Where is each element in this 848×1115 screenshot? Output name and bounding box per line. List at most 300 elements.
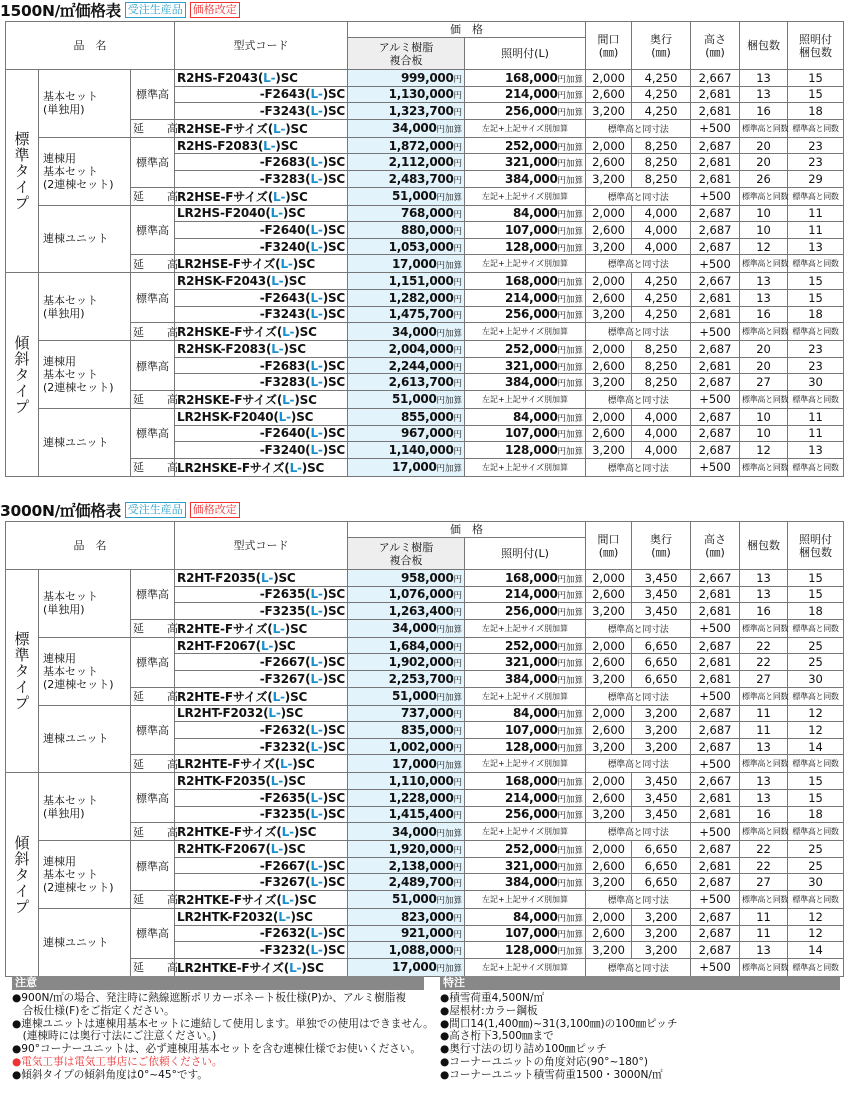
header-height: 高さ (㎜) — [691, 522, 740, 570]
light-price-value: 84,000 — [513, 409, 558, 424]
price-value: 1,920,000 — [388, 841, 454, 856]
type-label: 傾斜タイプ — [6, 773, 39, 976]
model-code: LR2HT-F2032(L-)SC — [175, 705, 348, 722]
extension-same-dims: 標準高と同寸法 — [586, 458, 691, 476]
cell-lp: 12 — [788, 925, 844, 942]
light-price-cell — [465, 705, 586, 722]
type-label: 標準タイプ — [6, 70, 39, 273]
light-price-cell — [465, 925, 586, 942]
header-width: 間口 (㎜) — [586, 22, 632, 70]
light-price-unit: 円加算 — [557, 294, 584, 305]
cell-p: 16 — [740, 603, 788, 620]
extension-height-add: +500 — [691, 390, 740, 408]
cell-p: 13 — [740, 738, 788, 755]
price-cell — [348, 942, 465, 959]
light-price-unit: 円加算 — [557, 413, 584, 424]
special-order-item: ●奥行寸法の切り詰め100㎜ピッチ — [440, 1043, 607, 1056]
cell-lp: 25 — [788, 637, 844, 654]
model-code: -F2643(L-)SC — [175, 86, 348, 103]
extension-label: 延 高 — [131, 823, 175, 841]
model-code: R2HTK-F2035(L-)SC — [175, 773, 348, 790]
light-price-cell — [465, 806, 586, 823]
cell-d: 4,000 — [632, 425, 691, 442]
price-unit: 円 — [453, 278, 463, 289]
table-row — [6, 408, 844, 425]
extension-same-count: 標準高と同数 — [740, 619, 788, 637]
model-code: -F2640(L-)SC — [175, 222, 348, 239]
price-cell — [348, 70, 465, 87]
table-row — [6, 637, 844, 654]
price-value: 1,684,000 — [388, 638, 454, 653]
extension-same-count: 標準高と同数 — [740, 755, 788, 773]
extension-model-code: R2HSKE-Fサイズ(L-)SC — [175, 323, 348, 341]
extension-price-unit: 円加算 — [436, 125, 463, 136]
extension-same-dims: 標準高と同寸法 — [586, 255, 691, 273]
cell-lp: 23 — [788, 341, 844, 358]
price-cell — [348, 238, 465, 255]
cell-p: 13 — [740, 586, 788, 603]
light-price-value: 107,000 — [504, 222, 558, 237]
model-code: R2HS-F2043(L-)SC — [175, 70, 348, 87]
light-price-unit: 円加算 — [557, 642, 584, 653]
model-code: -F2632(L-)SC — [175, 722, 348, 739]
cell-d: 3,200 — [632, 925, 691, 942]
height-standard: 標準高 — [131, 205, 175, 255]
price-value: 835,000 — [400, 722, 454, 737]
extension-label: 延 高 — [131, 323, 175, 341]
light-price-value: 128,000 — [504, 739, 558, 754]
light-price-value: 84,000 — [513, 909, 558, 924]
cell-d: 8,250 — [632, 170, 691, 187]
cell-p: 11 — [740, 908, 788, 925]
model-code: -F3240(L-)SC — [175, 442, 348, 459]
light-price-unit: 円加算 — [557, 243, 584, 254]
cell-w: 2,600 — [586, 722, 632, 739]
cell-w: 2,600 — [586, 586, 632, 603]
cell-w: 2,000 — [586, 205, 632, 222]
light-price-cell — [465, 942, 586, 959]
model-code: -F3283(L-)SC — [175, 170, 348, 187]
light-price-cell — [465, 357, 586, 374]
price-value: 2,138,000 — [388, 858, 454, 873]
extension-price — [348, 890, 465, 908]
extension-label: 延 高 — [131, 619, 175, 637]
extension-same-dims: 標準高と同寸法 — [586, 187, 691, 205]
price-cell — [348, 738, 465, 755]
extension-label: 延 高 — [131, 458, 175, 476]
light-price-cell — [465, 374, 586, 391]
price-value: 1,323,700 — [388, 103, 454, 118]
price-table — [5, 21, 844, 477]
special-order-item: ●高さ桁下3,500㎜まで — [440, 1030, 554, 1043]
model-code: -F3267(L-)SC — [175, 874, 348, 891]
extension-same-count-light: 標準高と同数 — [788, 687, 844, 705]
extension-row — [6, 687, 844, 705]
cell-p: 10 — [740, 408, 788, 425]
light-price-unit: 円加算 — [557, 879, 584, 890]
cell-lp: 13 — [788, 238, 844, 255]
cell-p: 13 — [740, 70, 788, 87]
price-value: 2,112,000 — [388, 155, 454, 170]
extension-height-add: +500 — [691, 958, 740, 976]
extension-same-dims: 標準高と同寸法 — [586, 687, 691, 705]
cell-lp: 11 — [788, 425, 844, 442]
light-price-unit: 円加算 — [557, 574, 584, 585]
cell-d: 4,000 — [632, 442, 691, 459]
model-code: -F2640(L-)SC — [175, 425, 348, 442]
cell-p: 10 — [740, 205, 788, 222]
price-unit: 円 — [453, 91, 463, 102]
light-price-cell — [465, 874, 586, 891]
extension-price-unit: 円加算 — [436, 828, 463, 839]
cell-d: 3,200 — [632, 738, 691, 755]
cell-p: 13 — [740, 773, 788, 790]
caution-item: ●900N/㎡の場合、発注時に熱線遮断ポリカーボネート板仕様(P)か、アルミ樹脂複 — [12, 992, 407, 1004]
caution-item: ●電気工事は電気工事店にご依頼ください。 — [12, 1055, 223, 1068]
model-code: R2HT-F2067(L-)SC — [175, 637, 348, 654]
light-price-value: 384,000 — [504, 875, 558, 890]
extension-same-count-light: 標準高と同数 — [788, 890, 844, 908]
price-cell — [348, 442, 465, 459]
table-row — [6, 908, 844, 925]
cell-d: 4,250 — [632, 103, 691, 120]
caution-item: (連棟時には奥行寸法にご注意ください。) — [12, 1030, 217, 1043]
cell-p: 16 — [740, 806, 788, 823]
extension-price-unit: 円加算 — [436, 896, 463, 907]
model-code: -F2643(L-)SC — [175, 289, 348, 306]
extension-row — [6, 958, 844, 976]
extension-price — [348, 755, 465, 773]
caution-item: ●連棟ユニットは連棟用基本セットに連結して使用します。単独での使用はできません。 — [12, 1017, 434, 1030]
price-unit: 円 — [453, 743, 463, 754]
cell-w: 3,200 — [586, 670, 632, 687]
extension-light-note: 左記+上記サイズ別加算 — [465, 458, 586, 476]
cell-p: 20 — [740, 341, 788, 358]
extension-price — [348, 958, 465, 976]
light-price-value: 321,000 — [504, 358, 558, 373]
light-price-value: 252,000 — [504, 138, 558, 153]
price-unit: 円 — [453, 659, 463, 670]
extension-price — [348, 255, 465, 273]
group-label: 連棟ユニット — [39, 705, 131, 773]
cell-ht: 2,687 — [691, 137, 740, 154]
cell-lp: 15 — [788, 86, 844, 103]
price-cell — [348, 154, 465, 171]
model-code: R2HTK-F2067(L-)SC — [175, 841, 348, 858]
light-price-unit: 円加算 — [557, 913, 584, 924]
extension-price — [348, 187, 465, 205]
header-model-code: 型式コード — [175, 22, 348, 70]
price-value: 2,489,700 — [388, 875, 454, 890]
price-cell — [348, 289, 465, 306]
price-cell — [348, 603, 465, 620]
light-price-cell — [465, 86, 586, 103]
extension-same-count: 標準高と同数 — [740, 958, 788, 976]
extension-row — [6, 187, 844, 205]
price-value: 1,130,000 — [388, 87, 454, 102]
light-price-cell — [465, 670, 586, 687]
special-order-item: ●コーナーユニットの角度対応(90°~180°) — [440, 1055, 648, 1068]
light-price-unit: 円加算 — [557, 278, 584, 289]
price-unit: 円 — [453, 879, 463, 890]
header-light: 照明付(L) — [465, 538, 586, 570]
extension-light-note: 左記+上記サイズ別加算 — [465, 958, 586, 976]
group-label: 基本セット (単独用) — [39, 570, 131, 638]
light-price-cell — [465, 738, 586, 755]
cell-p: 27 — [740, 670, 788, 687]
price-unit: 円 — [453, 607, 463, 618]
extension-label: 延 高 — [131, 890, 175, 908]
cell-p: 22 — [740, 654, 788, 671]
light-price-unit: 円加算 — [557, 226, 584, 237]
cell-ht: 2,681 — [691, 289, 740, 306]
model-code: -F3235(L-)SC — [175, 603, 348, 620]
extension-model-code: R2HTE-Fサイズ(L-)SC — [175, 619, 348, 637]
extension-row — [6, 323, 844, 341]
extension-height-add: +500 — [691, 323, 740, 341]
light-price-cell — [465, 857, 586, 874]
cell-d: 4,250 — [632, 273, 691, 290]
extension-same-dims: 標準高と同寸法 — [586, 823, 691, 841]
light-price-cell — [465, 103, 586, 120]
cell-lp: 25 — [788, 857, 844, 874]
group-label: 基本セット (単独用) — [39, 773, 131, 841]
table-row — [6, 137, 844, 154]
cell-p: 16 — [740, 103, 788, 120]
price-cell — [348, 789, 465, 806]
cell-d: 4,000 — [632, 408, 691, 425]
cell-w: 2,000 — [586, 908, 632, 925]
height-standard: 標準高 — [131, 273, 175, 323]
cell-w: 2,600 — [586, 154, 632, 171]
cell-lp: 18 — [788, 603, 844, 620]
group-label: 連棟用 基本セット (2連棟セット) — [39, 137, 131, 205]
price-unit: 円 — [453, 446, 463, 457]
cell-lp: 30 — [788, 374, 844, 391]
cell-p: 22 — [740, 857, 788, 874]
cell-d: 3,450 — [632, 789, 691, 806]
cell-p: 12 — [740, 238, 788, 255]
light-price-value: 214,000 — [504, 87, 558, 102]
price-cell — [348, 374, 465, 391]
price-value: 1,110,000 — [388, 774, 454, 789]
extension-label: 延 高 — [131, 119, 175, 137]
extension-same-count-light: 標準高と同数 — [788, 187, 844, 205]
cell-p: 12 — [740, 442, 788, 459]
cell-d: 4,250 — [632, 306, 691, 323]
cell-ht: 2,687 — [691, 374, 740, 391]
cell-p: 10 — [740, 222, 788, 239]
extension-same-dims: 標準高と同寸法 — [586, 958, 691, 976]
extension-same-count-light: 標準高と同数 — [788, 458, 844, 476]
extension-height-add: +500 — [691, 823, 740, 841]
light-price-unit: 円加算 — [557, 446, 584, 457]
cell-w: 3,200 — [586, 806, 632, 823]
extension-height-add: +500 — [691, 119, 740, 137]
header-depth: 奥行 (㎜) — [632, 22, 691, 70]
cell-ht: 2,687 — [691, 408, 740, 425]
cell-ht: 2,681 — [691, 857, 740, 874]
price-cell — [348, 222, 465, 239]
price-value: 967,000 — [400, 426, 454, 441]
cell-lp: 18 — [788, 306, 844, 323]
price-cell — [348, 170, 465, 187]
light-price-cell — [465, 654, 586, 671]
model-code: LR2HSK-F2040(L-)SC — [175, 408, 348, 425]
light-price-cell — [465, 137, 586, 154]
price-cell — [348, 908, 465, 925]
light-price-unit: 円加算 — [557, 91, 584, 102]
extension-light-note: 左記+上記サイズ別加算 — [465, 323, 586, 341]
extension-model-code: LR2HSE-Fサイズ(L-)SC — [175, 255, 348, 273]
light-price-unit: 円加算 — [557, 710, 584, 721]
price-value: 1,415,400 — [388, 807, 454, 822]
price-value: 2,613,700 — [388, 375, 454, 390]
cell-w: 2,000 — [586, 705, 632, 722]
cell-d: 3,450 — [632, 586, 691, 603]
price-value: 1,263,400 — [388, 603, 454, 618]
light-price-cell — [465, 841, 586, 858]
cell-ht: 2,687 — [691, 908, 740, 925]
extension-price-value: 51,000 — [392, 189, 437, 204]
extension-same-dims: 標準高と同寸法 — [586, 755, 691, 773]
cell-d: 6,650 — [632, 670, 691, 687]
cell-d: 4,250 — [632, 86, 691, 103]
cell-lp: 25 — [788, 654, 844, 671]
light-price-value: 384,000 — [504, 671, 558, 686]
cell-lp: 23 — [788, 137, 844, 154]
cell-w: 3,200 — [586, 306, 632, 323]
cell-w: 2,000 — [586, 637, 632, 654]
price-unit: 円 — [453, 930, 463, 941]
cell-p: 22 — [740, 841, 788, 858]
extension-price-unit: 円加算 — [436, 760, 463, 771]
cell-w: 3,200 — [586, 103, 632, 120]
price-unit: 円 — [453, 243, 463, 254]
light-price-cell — [465, 789, 586, 806]
model-code: -F3240(L-)SC — [175, 238, 348, 255]
price-value: 1,053,000 — [388, 239, 454, 254]
table-row — [6, 773, 844, 790]
group-label: 連棟ユニット — [39, 205, 131, 273]
extension-row — [6, 390, 844, 408]
table-row — [6, 705, 844, 722]
light-price-value: 256,000 — [504, 103, 558, 118]
cell-lp: 11 — [788, 205, 844, 222]
price-cell — [348, 137, 465, 154]
light-price-unit: 円加算 — [557, 159, 584, 170]
cell-lp: 18 — [788, 806, 844, 823]
light-price-value: 107,000 — [504, 926, 558, 941]
extension-same-count-light: 標準高と同数 — [788, 755, 844, 773]
light-price-cell — [465, 341, 586, 358]
cell-ht: 2,681 — [691, 586, 740, 603]
cell-p: 13 — [740, 942, 788, 959]
light-price-unit: 円加算 — [557, 607, 584, 618]
caution-item: ●90°コーナーユニットは、必ず連棟用基本セットを含む連棟仕様でお使いください。 — [12, 1043, 421, 1056]
model-code: -F2635(L-)SC — [175, 789, 348, 806]
light-price-unit: 円加算 — [557, 107, 584, 118]
price-value: 768,000 — [400, 206, 454, 221]
price-unit: 円 — [453, 210, 463, 221]
tag-price-revision: 価格改定 — [190, 502, 240, 518]
cell-d: 8,250 — [632, 154, 691, 171]
price-value: 1,228,000 — [388, 790, 454, 805]
cell-ht: 2,667 — [691, 773, 740, 790]
extension-model-code: LR2HSKE-Fサイズ(L-)SC — [175, 458, 348, 476]
model-code: -F2667(L-)SC — [175, 857, 348, 874]
height-standard: 標準高 — [131, 70, 175, 120]
cell-ht: 2,687 — [691, 238, 740, 255]
price-value: 958,000 — [400, 570, 454, 585]
light-price-value: 107,000 — [504, 722, 558, 737]
extension-same-count-light: 標準高と同数 — [788, 823, 844, 841]
price-unit: 円 — [453, 642, 463, 653]
extension-price — [348, 458, 465, 476]
extension-row — [6, 619, 844, 637]
price-section-1500 — [0, 0, 848, 477]
cell-d: 8,250 — [632, 374, 691, 391]
cell-d: 4,000 — [632, 222, 691, 239]
cell-ht: 2,687 — [691, 222, 740, 239]
extension-height-add: +500 — [691, 890, 740, 908]
cell-lp: 11 — [788, 408, 844, 425]
extension-price-value: 17,000 — [392, 756, 437, 771]
cell-ht: 2,681 — [691, 103, 740, 120]
section-title-bar — [0, 0, 848, 20]
cell-d: 6,650 — [632, 654, 691, 671]
tag-made-to-order: 受注生産品 — [125, 502, 186, 518]
cell-p: 20 — [740, 137, 788, 154]
extension-height-add: +500 — [691, 187, 740, 205]
price-unit: 円 — [453, 175, 463, 186]
extension-same-dims: 標準高と同寸法 — [586, 890, 691, 908]
extension-same-dims: 標準高と同寸法 — [586, 119, 691, 137]
cell-lp: 15 — [788, 273, 844, 290]
table-row — [6, 70, 844, 87]
extension-price — [348, 119, 465, 137]
extension-same-count: 標準高と同数 — [740, 323, 788, 341]
special-order-item: ●積雪荷重4,500N/㎡ — [440, 992, 545, 1004]
price-cell — [348, 925, 465, 942]
light-price-unit: 円加算 — [557, 142, 584, 153]
extension-same-count-light: 標準高と同数 — [788, 390, 844, 408]
extension-price-unit: 円加算 — [436, 464, 463, 475]
cell-d: 8,250 — [632, 357, 691, 374]
height-standard: 標準高 — [131, 637, 175, 687]
price-value: 1,140,000 — [388, 442, 454, 457]
cell-w: 2,600 — [586, 654, 632, 671]
cell-lp: 15 — [788, 789, 844, 806]
cell-w: 2,000 — [586, 841, 632, 858]
cell-d: 6,650 — [632, 874, 691, 891]
cell-lp: 23 — [788, 154, 844, 171]
extension-price-unit: 円加算 — [436, 260, 463, 271]
price-table — [5, 521, 844, 977]
header-model-code: 型式コード — [175, 522, 348, 570]
cell-ht: 2,687 — [691, 942, 740, 959]
price-unit: 円 — [453, 413, 463, 424]
cell-w: 2,000 — [586, 408, 632, 425]
price-value: 823,000 — [400, 909, 454, 924]
extension-row — [6, 458, 844, 476]
light-price-value: 128,000 — [504, 239, 558, 254]
caution-heading: 注意 — [12, 976, 424, 990]
header-product-name: 品 名 — [6, 522, 175, 570]
cell-d: 6,650 — [632, 841, 691, 858]
light-price-unit: 円加算 — [557, 74, 584, 85]
special-order-list — [440, 992, 677, 1082]
